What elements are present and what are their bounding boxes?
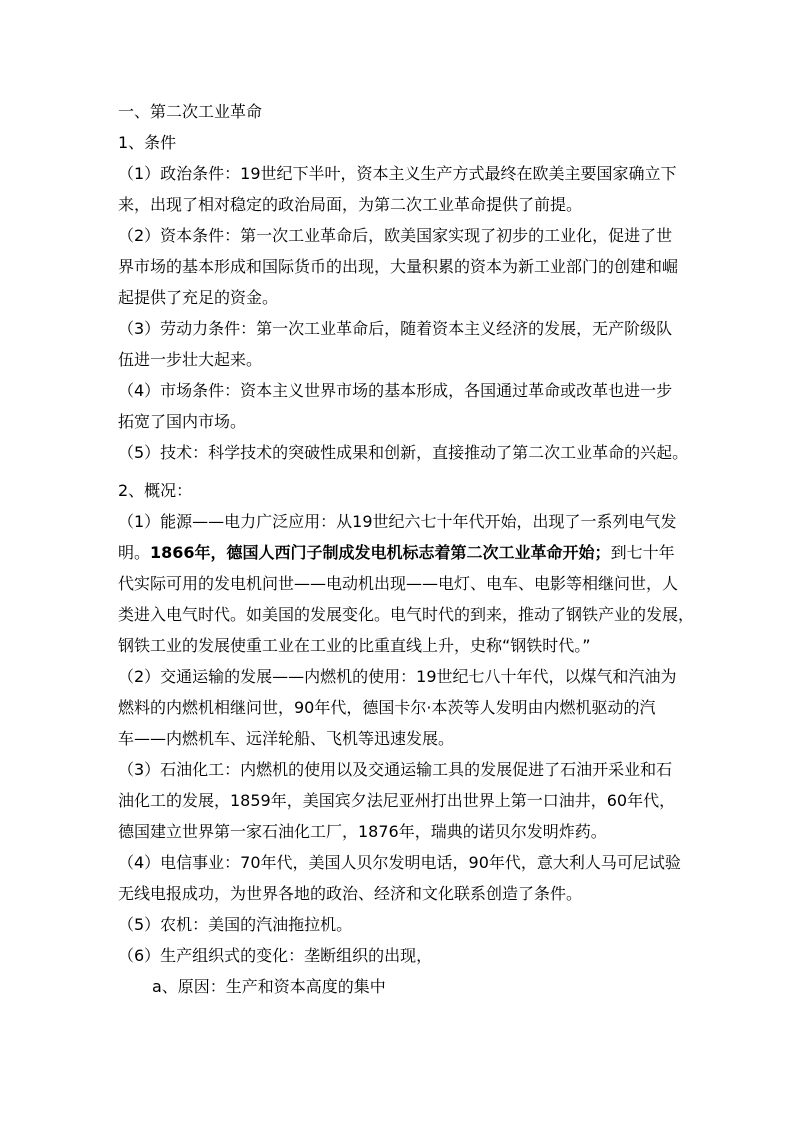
paragraph-line: （3）劳动力条件：第一次工业革命后，随着资本主义经济的发展，无产阶级队 [118, 319, 673, 338]
paragraph-line: （2）资本条件：第一次工业革命后，欧美国家实现了初步的工业化，促进了世 [118, 226, 673, 245]
paragraph-line: 拓宽了国内市场。 [118, 412, 247, 431]
paragraph-line: （5）技术：科学技术的突破性成果和创新，直接推动了第二次工业革命的兴起。 [118, 443, 689, 462]
paragraph-line: 油化工的发展，1859年，美国宾夕法尼亚州打出世界上第一口油井，60年代， [118, 791, 676, 810]
paragraph-line: （4）电信事业：70年代，美国人贝尔发明电话，90年代，意大利人马可尼试验 [118, 853, 681, 872]
paragraph-line: 界市场的基本形成和国际货币的出现，大量积累的资本为新工业部门的创建和崛 [118, 257, 679, 276]
paragraph-line: （1）政治条件：19世纪下半叶，资本主义生产方式最终在欧美主要国家确立下 [118, 164, 677, 183]
paragraph-line: 德国建立世界第一家石油化工厂，1876年，瑞典的诺贝尔发明炸药。 [118, 822, 607, 841]
paragraph-line: （1）能源——电力广泛应用：从19世纪六七十年代开始，出现了一系列电气发 [118, 512, 677, 531]
paragraph-line: 无线电报成功，为世界各地的政治、经济和文化联系创造了条件。 [118, 884, 583, 903]
paragraph-line: （5）农机：美国的汽油拖拉机。 [118, 915, 353, 934]
paragraph-line: 类进入电气时代。如美国的发展变化。电气时代的到来，推动了钢铁产业的发展， [118, 605, 695, 624]
paragraph-line: （2）交通运输的发展——内燃机的使用：19世纪七八十年代，以煤气和汽油为 [118, 667, 677, 686]
section-title-overview: 2、概况： [118, 481, 193, 500]
bold-text-run: 1866年，德国人西门子制成发电机标志着第二次工业革命开始； [150, 543, 611, 562]
paragraph-line: 燃料的内燃机相继问世，90年代，德国卡尔·本茨等人发明由内燃机驱动的汽 [118, 698, 656, 717]
paragraph-line: 起提供了充足的资金。 [118, 288, 279, 307]
text-run: 明。 [118, 543, 151, 562]
paragraph-line: 伍进一步壮大起来。 [118, 350, 263, 369]
paragraph-line-indented: a、原因：生产和资本高度的集中 [152, 977, 386, 996]
heading: 一、第二次工业革命 [118, 102, 263, 121]
paragraph-line: （4）市场条件：资本主义世界市场的基本形成，各国通过革命或改革也进一步 [118, 381, 673, 400]
paragraph-line: 来，出现了相对稳定的政治局面，为第二次工业革命提供了前提。 [118, 195, 583, 214]
paragraph-line: 代实际可用的发电机问世——电动机出现——电灯、电车、电影等相继问世，人 [118, 574, 679, 593]
paragraph-line: （6）生产组织式的变化：垄断组织的出现， [118, 946, 433, 965]
paragraph-line: （3）石油化工：内燃机的使用以及交通运输工具的发展促进了石油开采业和石 [118, 760, 673, 779]
paragraph-line-mixed [118, 543, 675, 563]
paragraph-line: 车——内燃机车、远洋轮船、飞机等迅速发展。 [118, 729, 455, 748]
paragraph-line: 钢铁工业的发展使重工业在工业的比重直线上升，史称“钢铁时代。” [118, 636, 591, 655]
text-run: 到七十年 [610, 543, 675, 562]
section-title-conditions: 1、条件 [118, 133, 177, 152]
